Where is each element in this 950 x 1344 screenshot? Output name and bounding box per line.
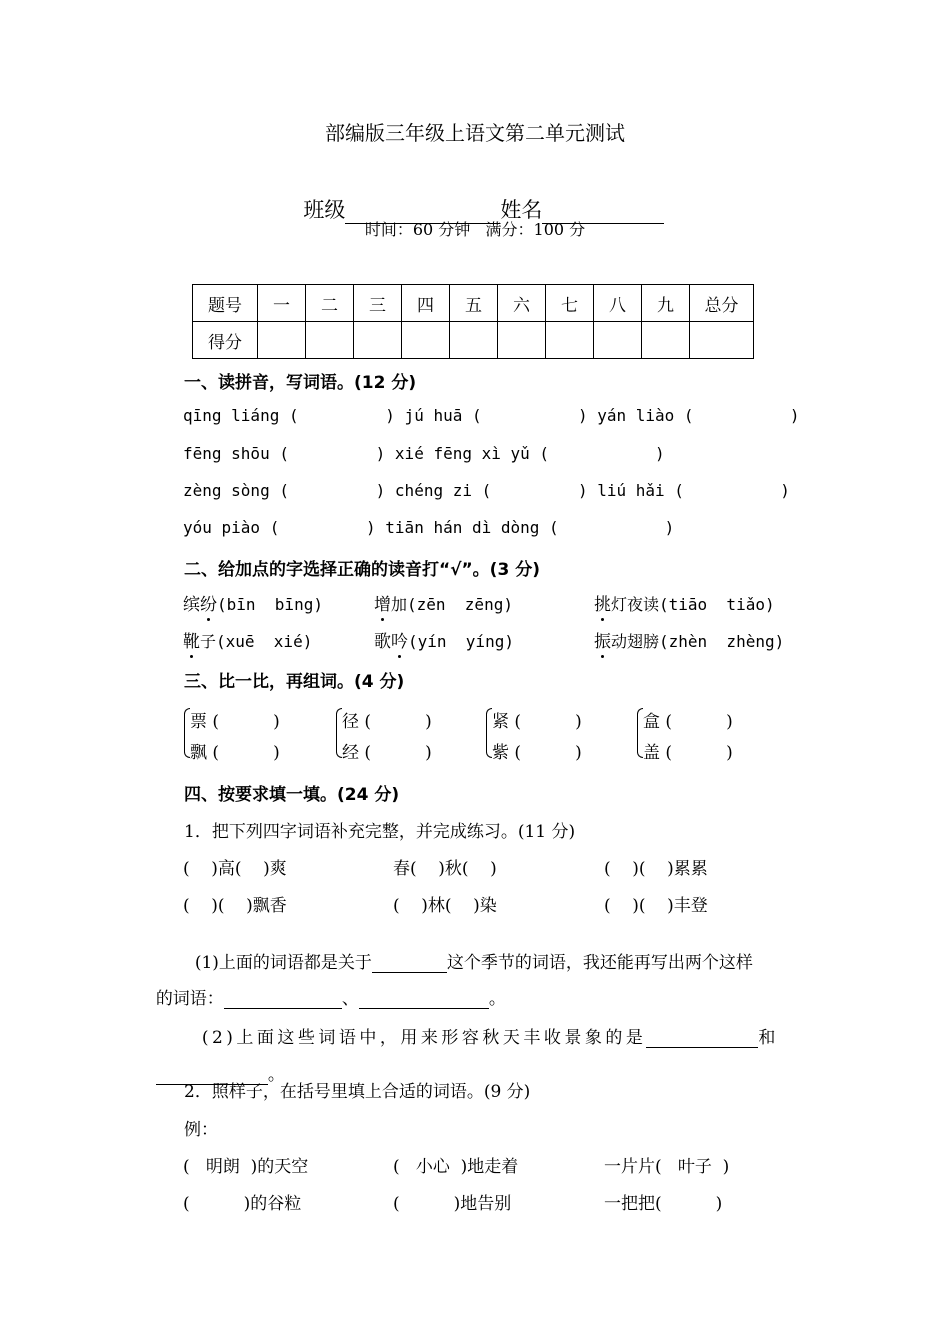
compare-word: 票 ( ) — [190, 712, 280, 732]
item-options: (yín yíng) — [408, 632, 514, 651]
item-options: 动翅膀(zhèn zhèng) — [611, 632, 785, 651]
table-cell: 四 — [402, 285, 450, 322]
exam-meta: 时间：60 分钟 满分：100 分 — [364, 220, 586, 239]
score-table — [192, 284, 754, 359]
item-text: 缤 — [183, 595, 200, 615]
section-1-heading: 一、读拼音，写词语。(12 分) — [184, 373, 417, 393]
compare-word: 径 ( ) — [342, 712, 432, 732]
table-cell: 八 — [594, 285, 642, 322]
score-cell[interactable] — [642, 322, 690, 359]
answer-item: ( )地告别 — [393, 1194, 512, 1214]
answer-item: ( )的谷粒 — [183, 1194, 302, 1214]
idiom-blank: ( )高( )爽 — [183, 859, 287, 879]
table-cell: 九 — [642, 285, 690, 322]
dotted-char: 挑 — [594, 595, 611, 615]
reading-item — [374, 590, 513, 615]
paragraph-text: 、 — [341, 989, 359, 1009]
score-cell[interactable] — [306, 322, 354, 359]
reading-item — [183, 627, 312, 652]
table-cell: 六 — [498, 285, 546, 322]
score-cell[interactable] — [450, 322, 498, 359]
idiom-blank: ( )( )累累 — [604, 859, 708, 879]
dotted-char: 靴 — [183, 632, 200, 652]
compare-word: 飘 ( ) — [190, 743, 280, 763]
idiom-blank: ( )林( )染 — [393, 896, 497, 916]
dotted-char: 吟 — [391, 632, 408, 652]
item-options: 灯夜读(tiāo tiǎo) — [611, 595, 775, 614]
score-cell[interactable] — [258, 322, 306, 359]
example-item: ( 小心 )地走着 — [393, 1157, 519, 1177]
paragraph-text: (2)上面这些词语中，用来形容秋天丰收景象的是 — [201, 1028, 647, 1048]
compare-word: 紧 ( ) — [492, 712, 582, 732]
dotted-char: 增 — [374, 595, 391, 615]
class-name-line — [290, 170, 664, 224]
paragraph-text: 。 — [267, 1065, 285, 1085]
dotted-char: 纷 — [200, 595, 217, 615]
name-label: 姓名 — [500, 198, 543, 222]
table-cell: 五 — [450, 285, 498, 322]
item-options: 加(zēn zēng) — [391, 595, 513, 614]
idiom-blank: 春( )秋( ) — [393, 859, 497, 879]
dotted-char: 振 — [594, 632, 611, 652]
score-table-header-row — [193, 285, 754, 322]
table-cell: 总分 — [690, 285, 754, 322]
table-cell: 一 — [258, 285, 306, 322]
score-cell[interactable] — [354, 322, 402, 359]
pinyin-line-2: fēng shōu ( ) xié fēng xì yǔ ( ) — [183, 444, 665, 463]
score-cell[interactable] — [498, 322, 546, 359]
pinyin-line-4: yóu piào ( ) tiān hán dì dòng ( ) — [183, 518, 675, 537]
reading-item — [594, 627, 784, 652]
score-cell[interactable] — [546, 322, 594, 359]
item-options: (bīn bīng) — [217, 595, 323, 614]
idiom-blank: ( )( )丰登 — [604, 896, 708, 916]
score-cell[interactable] — [594, 322, 642, 359]
paragraph-text: 和 — [758, 1028, 779, 1048]
class-label: 班级 — [303, 198, 346, 222]
score-table-score-row — [193, 322, 754, 359]
section-4-heading: 四、按要求填一填。(24 分) — [184, 785, 400, 805]
example-label: 例： — [184, 1120, 218, 1140]
pinyin-line-3: zèng sòng ( ) chéng zi ( ) liú hǎi ( ) — [183, 481, 790, 500]
idiom-blank: ( )( )飘香 — [183, 896, 287, 916]
table-cell: 三 — [354, 285, 402, 322]
paragraph-text: (1)上面的词语都是关于 — [194, 953, 372, 973]
question-1: 1．把下列四字词语补充完整，并完成练习。(11 分) — [184, 822, 576, 842]
item-text: 歌 — [374, 632, 391, 652]
paragraph-text: 这个季节的词语，我还能再写出两个这样 — [446, 953, 753, 973]
answer-item: 一把把( ) — [604, 1194, 723, 1214]
item-options: 子(xuē xié) — [200, 632, 313, 651]
page-title: 部编版三年级上语文第二单元测试 — [325, 121, 625, 145]
table-cell: 七 — [546, 285, 594, 322]
paragraph-text: 。 — [488, 989, 506, 1009]
compare-word: 紫 ( ) — [492, 743, 582, 763]
compare-word: 盖 ( ) — [643, 743, 733, 763]
pinyin-line-1: qīng liáng ( ) jú huā ( ) yán liào ( ) — [183, 406, 800, 425]
paragraph-text: 的词语： — [155, 989, 224, 1009]
reading-item — [183, 590, 323, 615]
answer-blank[interactable] — [646, 1027, 758, 1048]
compare-word: 盒 ( ) — [643, 712, 733, 732]
score-cell[interactable] — [402, 322, 450, 359]
example-item: 一片片( 叶子 ) — [604, 1157, 730, 1177]
example-item: ( 明朗 )的天空 — [183, 1157, 309, 1177]
table-cell: 二 — [306, 285, 354, 322]
section-2-heading: 二、给加点的字选择正确的读音打“√”。(3 分) — [184, 560, 540, 580]
reading-item — [374, 627, 514, 652]
section-3-heading: 三、比一比，再组词。(4 分) — [184, 672, 405, 692]
table-cell: 得分 — [193, 322, 258, 359]
reading-item — [594, 590, 775, 615]
compare-word: 经 ( ) — [342, 743, 432, 763]
table-cell: 题号 — [193, 285, 258, 322]
score-cell[interactable] — [690, 322, 754, 359]
question-2: 2．照样子，在括号里填上合适的词语。(9 分) — [184, 1082, 531, 1102]
